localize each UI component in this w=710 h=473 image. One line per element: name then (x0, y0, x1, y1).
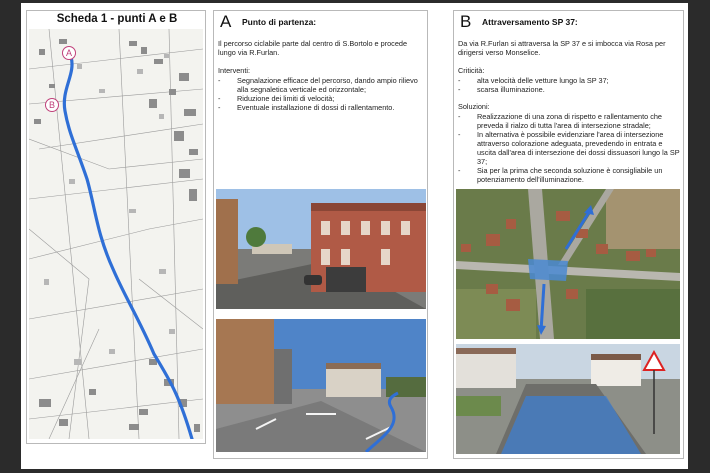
list-item: - alta velocità delle vetture lungo la SP 37; (458, 76, 682, 85)
criticita-label: Criticità: (458, 66, 485, 75)
interventi-list (218, 76, 423, 112)
heading-attraversamento: Attraversamento SP 37: (482, 17, 578, 27)
interventi-label: Interventi: (218, 66, 251, 75)
photo-crossing-b (456, 344, 680, 454)
list-item: - In alternativa è possibile evidenziare l'area di intersezione attraverso colorazione adeguata, prevedendo in entrata e uscita dall'area di intersezione dei dossi dissuasori lungo la SP 37; (458, 130, 682, 166)
list-item: - Riduzione dei limiti di velocità; (218, 94, 423, 103)
soluzioni-label: Soluzioni: (458, 102, 490, 111)
soluzioni-list (458, 112, 682, 184)
list-item: - scarsa illuminazione. (458, 85, 682, 94)
photo-street-a (216, 189, 426, 309)
map-panel (26, 10, 206, 444)
photo-intersection-a (216, 319, 426, 452)
intro-b: Da via R.Furlan si attraversa la SP 37 e si imbocca via Rosa per dirigersi verso Monselice. (458, 39, 666, 57)
route-map (29, 29, 203, 439)
list-item: - Eventuale installazione di dossi di rallentamento. (218, 103, 423, 112)
list-item: - Segnalazione efficace del percorso, dando ampio rilievo alla segnaletica verticale ed orizzontale; (218, 76, 423, 94)
document-sheet (21, 3, 688, 469)
intro-a: Il percorso ciclabile parte dal centro di S.Bortolo e procede lungo via R.Furlan. (218, 39, 408, 57)
section-letter-a: A (220, 12, 232, 31)
aerial-photo-b (456, 189, 680, 339)
criticita-list (458, 76, 682, 94)
heading-punto-partenza: Punto di partenza: (242, 17, 317, 27)
marker-b: B (45, 98, 59, 112)
panel-point-b (453, 10, 684, 459)
section-letter-b: B (460, 12, 472, 31)
list-item: - Sia per la prima che seconda soluzione è consigliabile un potenziamento dell'illuminazione. (458, 166, 682, 184)
list-item: - Realizzazione di una zona di rispetto e rallentamento che preveda il rialzo di tutta l'area di intersezione stradale; (458, 112, 682, 130)
sheet-title: Scheda 1 - punti A e B (56, 13, 178, 25)
panel-point-a (213, 10, 428, 459)
marker-a: A (62, 46, 76, 60)
